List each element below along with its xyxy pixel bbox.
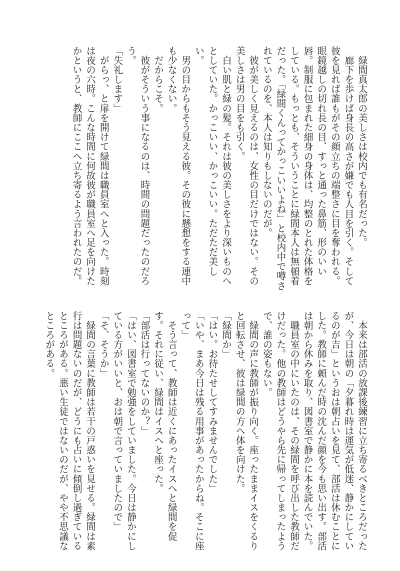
dialogue-line: 「はい。お待たせしてすみませんでした」: [206, 311, 218, 494]
dialogue-line: 「部活は行ってないのか？」: [138, 311, 150, 436]
dialogue-line: 「いや、まあ今日は残る用事があったからね。そこに座って」: [179, 311, 204, 551]
paragraph: 職員室の中にいたのは、その緑間を呼び出した教師だけだった。他の教師はどうやら先に帰ってしまったようで、誰の姿もない。: [260, 311, 300, 551]
paragraph: だからこそ。: [152, 46, 164, 114]
top-text-block: [34, 46, 368, 294]
paragraph: そう言って、教師は近くにあったイスへと緑間を促す。それに従い、緑間はイスへと座った。: [152, 311, 177, 542]
dialogue-line: 「緑間か」: [220, 311, 232, 359]
bottom-text-block: [34, 311, 368, 551]
paragraph: 彼がそういう事になるのは、時間の問題だったのだろう。: [124, 46, 150, 286]
paragraph: 緑間真太郎の美しさは校内でも有名だった。: [356, 46, 367, 248]
paragraph: 男の目からもそう見える彼。その彼に懸想をする連中も少なくない。: [165, 46, 191, 286]
dialogue-line: 「失礼します」: [111, 46, 123, 114]
paragraph: 彼が美しく見えるのは、女性の目だけではない。その美しさは男の目をも引く。: [233, 46, 259, 286]
paragraph: 緑間の声に教師が振り向く。座ったままイスをくるりと回転させ、彼は緑間の方へ体を向けた。: [233, 311, 259, 551]
paragraph: 本来は部活の放課後練習に立ち寄るべきところだったが、今日は朝の「夕暮れ時は運気が低迷、静かにしているのが吉」というおは朝占いを見て、部活は休むことにした。教師に頼んだ時の沈んだ顔を今も思い出す。部活は朝から休みを取り、図書室で静かに本を読んでいた。: [301, 311, 367, 551]
dialogue-line: 「そ、そうか」: [97, 311, 109, 379]
paragraph: 廊下を歩けば身長の高さが嫌でも人目を引く。そして彼を見れば誰もがその顔立ちの端整さに目を奪われる。眼鏡越しの切れ長の目、すっと通った鼻筋、形のいい唇。制服に包まれた細身の身体は、均整のとれた体格をしている。もっとも、そういうことに緑間本人は無頓着だった。「緑間くんってかっこいいよね」と校内中で噂されているのを、本人は知りもしないのだが。: [260, 46, 354, 291]
paragraph: 緑間の言葉に教師は若干の戸惑いを見せる。緑間は素行は問題ないのだが、どうにも占いに傾倒し過ぎているところがある。悪い生徒ではないのだが、やや不思議なところがある。: [43, 311, 96, 551]
paragraph: がらっ、と扉を開けて緑間は職員室へと入った。時刻は夜の六時。こんな時間に何故彼が職員室へ足を向けたかというと、教師にここへ立ち寄るよう言われたのだ。: [70, 46, 109, 286]
paragraph: 白い肌と緑の髪。それは彼の美しさをより深いものへとしていた。かっこいい、かっこいい。ただただ美しい。: [192, 46, 232, 286]
dialogue-line: 「はい、図書室で勉強をしていました。今日は静かにしている方がいいと、おは朝で言っていましたので」: [111, 311, 136, 551]
